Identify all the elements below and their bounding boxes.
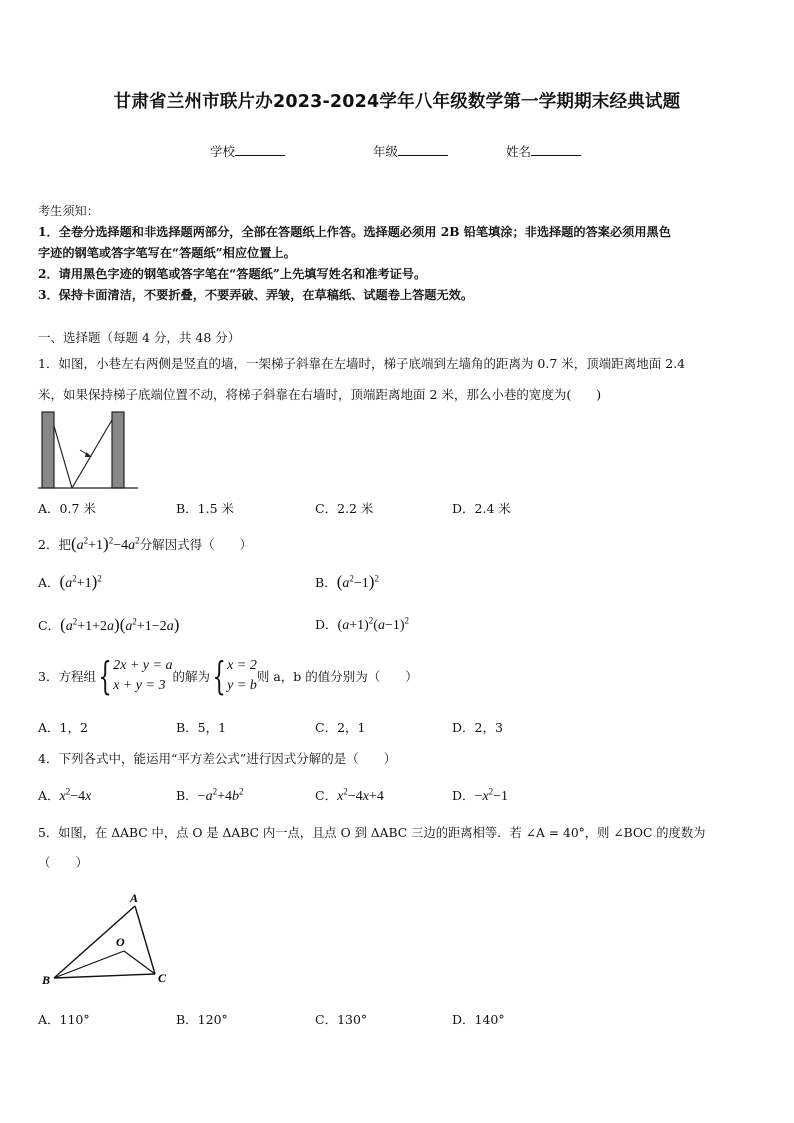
school-label: 学校 xyxy=(210,144,236,159)
name-blank[interactable] xyxy=(531,143,581,156)
q3-system-2: x = 2 y = b xyxy=(227,658,257,693)
q5-option-a[interactable]: A．110° xyxy=(38,1012,90,1027)
label-c: C xyxy=(158,971,167,985)
name-field xyxy=(506,142,581,160)
section-heading: 一、选择题（每题 4 分，共 48 分） xyxy=(38,330,241,345)
segment-oc xyxy=(124,951,155,974)
notice-item-1: 1．全卷分选择题和非选择题两部分，全部在答题纸上作答。选择题必须用 2B 铅笔填涂；非选择题的答案必须用黑色 xyxy=(38,225,671,239)
name-label: 姓名 xyxy=(506,144,532,159)
q2-option-a[interactable]: A．$(a^2+1)^2$ xyxy=(38,572,102,591)
q1-option-c[interactable]: C．2.2 米 xyxy=(315,501,374,516)
label-b: B xyxy=(42,973,51,987)
q4-option-b[interactable]: B．$-a^2+4b^2$ xyxy=(176,786,244,804)
q2-option-c[interactable]: C．$(a^2+1+2a)(a^2+1-2a)$ xyxy=(38,615,180,634)
q5-option-c[interactable]: C．130° xyxy=(315,1012,368,1027)
q4-stem: 4．下列各式中，能运用“平方差公式”进行因式分解的是（ ） xyxy=(38,751,397,766)
q1-stem-line2: 米，如果保持梯子底端位置不动，将梯子斜靠在右墙时，顶端距离地面 2 米，那么小巷的宽度为( ) xyxy=(38,387,602,402)
q2-expression: $(a^2+1)^2-4a^2$ xyxy=(70,534,140,553)
arrow-head xyxy=(85,452,92,457)
page-title: 甘肃省兰州市联片办2023-2024学年八年级数学第一学期期末经典试题 xyxy=(113,92,681,112)
grade-blank[interactable] xyxy=(398,143,448,156)
q5-option-d[interactable]: D．140° xyxy=(452,1012,505,1027)
q4-option-a[interactable]: A．$x^2-4x$ xyxy=(38,786,92,804)
q3-suffix: 则 a，b 的值分别为（ ） xyxy=(256,669,418,684)
q2-stem xyxy=(38,534,252,554)
notice-item-3: 3．保持卡面清洁，不要折叠，不要弄破、弄皱，在草稿纸、试题卷上答题无效。 xyxy=(38,288,474,302)
grade-label: 年级 xyxy=(373,144,399,159)
q3-option-a[interactable]: A．1，2 xyxy=(38,720,88,735)
notice-item-2: 2．请用黑色字迹的钢笔或答字笔在“答题纸”上先填写姓名和准考证号。 xyxy=(38,267,427,281)
q2-prefix: 2．把 xyxy=(38,537,71,552)
q2-suffix: 分解因式得（ ） xyxy=(139,537,253,552)
side-bc xyxy=(54,974,155,978)
notice-heading: 考生须知： xyxy=(38,204,99,218)
q5-paren: （ ） xyxy=(38,855,89,870)
ladder-right xyxy=(72,420,112,488)
ladder-left xyxy=(54,426,72,488)
q2-option-d[interactable]: D．$(a+1)^2(a-1)^2$ xyxy=(315,615,409,633)
q3-mid: 的解为 xyxy=(172,669,210,684)
q4-option-d[interactable]: D．$-x^2-1$ xyxy=(452,786,509,804)
left-wall xyxy=(42,412,54,488)
q1-option-a[interactable]: A．0.7 米 xyxy=(38,501,96,516)
q3-stem: 3．方程组{2x + y = a x + y = 3的解为{x = 2 y = b则 a，b 的值分别为（ ） xyxy=(38,654,418,698)
label-o: O xyxy=(116,935,125,949)
side-ac xyxy=(135,906,155,974)
q1-option-d[interactable]: D．2.4 米 xyxy=(452,501,511,516)
q5-stem: 5．如图，在 ΔABC 中，点 O 是 ΔABC 内一点，且点 O 到 ΔABC 三边的距离相等．若 ∠A = 40°，则 ∠BOC 的度数为 xyxy=(38,826,706,840)
q1-option-b[interactable]: B．1.5 米 xyxy=(176,501,235,516)
q1-ladder-figure xyxy=(38,408,138,492)
q3-prefix: 3．方程组 xyxy=(38,669,96,684)
right-wall xyxy=(112,412,124,488)
notice-item-1-cont: 字迹的钢笔或答字笔写在“答题纸”相应位置上。 xyxy=(38,246,296,260)
q4-option-c[interactable]: C．$x^2-4x+4$ xyxy=(315,786,384,804)
q5-option-b[interactable]: B．120° xyxy=(176,1012,228,1027)
school-field xyxy=(210,142,285,160)
q3-option-b[interactable]: B．5，1 xyxy=(176,720,227,735)
school-blank[interactable] xyxy=(235,143,285,156)
segment-bo xyxy=(54,951,124,978)
q3-option-d[interactable]: D．2，3 xyxy=(452,720,503,735)
q3-system-1: 2x + y = a x + y = 3 xyxy=(113,658,173,693)
grade-field xyxy=(373,142,448,160)
q5-triangle-figure xyxy=(40,888,175,988)
q3-option-c[interactable]: C．2，1 xyxy=(315,720,366,735)
label-a: A xyxy=(130,891,139,905)
q2-option-b[interactable]: B．$(a^2-1)^2$ xyxy=(315,572,379,591)
q1-stem-line1: 1．如图，小巷左右两侧是竖直的墙，一架梯子斜靠在左墙时，梯子底端到左墙角的距离为 0.7 米，顶端距离地面 2.4 xyxy=(38,356,686,371)
